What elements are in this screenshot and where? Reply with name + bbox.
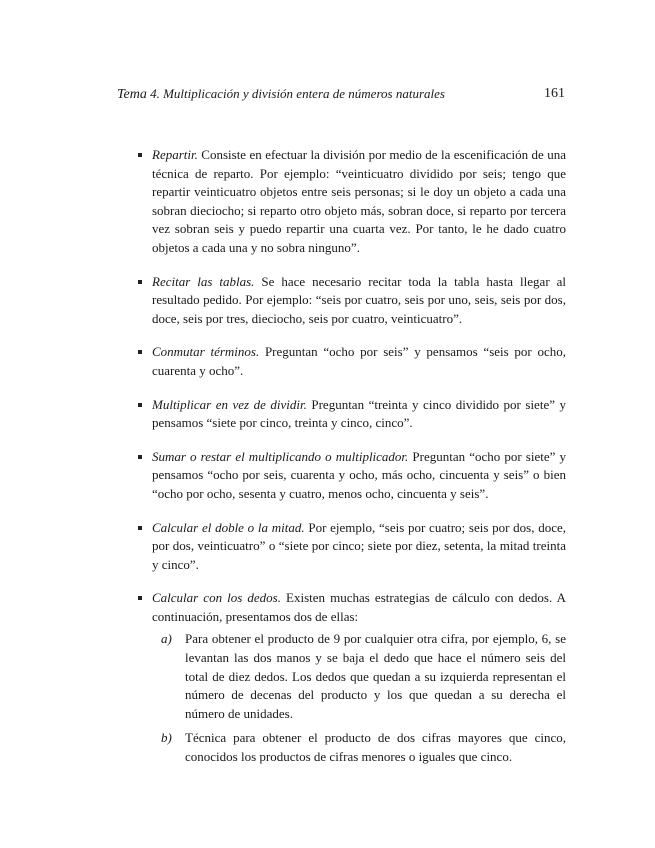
item-term: Recitar las tablas. xyxy=(152,273,255,289)
list-item xyxy=(138,396,566,433)
item-term: Sumar o restar el multiplicando o multiplicador. xyxy=(152,448,409,464)
item-text: Se hace necesario recitar toda la tabla hasta llegar al resultado pedido. Por ejemplo: “seis por cuatro, seis por uno, seis, seis por dos, doce, seis por tres, dieciocho, seis por cuatro, veinticuatro”. xyxy=(152,273,567,326)
list-item xyxy=(138,519,566,575)
bullet-icon xyxy=(138,403,142,407)
sub-list-item xyxy=(161,729,566,766)
bullet-icon xyxy=(138,526,142,530)
chapter-title xyxy=(117,86,445,101)
sub-item-text: Técnica para obtener el producto de dos cifras mayores que cinco, conocidos los productos de cifras menores o iguales que cinco. xyxy=(185,730,566,765)
tema-word: Tema xyxy=(117,87,147,102)
sub-item-label: b) xyxy=(161,730,172,746)
item-text: Preguntan “treinta y cinco dividido por siete” y pensamos “siete por cinco, treinta y cinco, cinco”. xyxy=(152,396,566,431)
sub-item-label: a) xyxy=(161,631,172,647)
item-term: Multiplicar en vez de dividir. xyxy=(152,396,307,412)
sub-list xyxy=(152,630,566,766)
bullet-icon xyxy=(138,455,142,459)
item-term: Repartir. xyxy=(152,147,198,162)
page-number: 161 xyxy=(544,86,565,101)
bullet-icon xyxy=(138,350,142,354)
item-term: Conmutar términos. xyxy=(152,344,260,360)
bullet-icon xyxy=(138,596,142,600)
running-header xyxy=(117,86,565,103)
item-text: Preguntan “ocho por seis” y pensamos “seis por ocho, cuarenta y ocho”. xyxy=(152,344,566,378)
item-text: Existen muchas estrategias de cálculo con dedos. A continuación, presentamos dos de ellas: xyxy=(152,590,566,624)
item-text: Preguntan “ocho por siete” y pensamos “ocho por seis, cuarenta y ocho, más ocho, cincuenta y seis” o bien “ocho por ocho, sesenta y cuatro, menos ocho, cincuenta y seis”. xyxy=(152,448,566,501)
item-term: Calcular con los dedos. xyxy=(152,590,281,606)
list-item xyxy=(138,273,566,329)
item-term: Calcular el doble o la mitad. xyxy=(152,519,305,535)
list-item xyxy=(138,589,566,766)
bullet-icon xyxy=(138,153,142,157)
sub-item-text: Para obtener el producto de 9 por cualquier otra cifra, por ejemplo, 6, se levantan las dos manos y se baja el dedo que hace el número seis del total de diez dedos. Los dedos que quedan a su izquierda representan el número de decenas del producto y los que quedan a su derecha el número de unidades. xyxy=(185,631,566,721)
list-item xyxy=(138,448,566,504)
sub-list-item xyxy=(161,630,566,723)
item-text: Por ejemplo, “seis por cuatro; seis por dos, doce, por dos, veinticuatro” o “siete por cinco; siete por diez, setenta, la mitad treinta y cinco”. xyxy=(152,519,566,572)
list-item xyxy=(138,343,566,380)
bullet-icon xyxy=(138,280,142,284)
list-item xyxy=(138,146,566,258)
item-text: Consiste en efectuar la división por medio de la escenificación de una técnica de reparto. Por ejemplo: “veinticuatro dividido por seis; tengo que repartir veinticuatro objetos entre seis personas; si le doy un objeto a cada una sobran dieciocho; si reparto otro objeto más, sobran doce, si reparto por tercera vez sobran seis y puedo repartir una cuarta vez. Por tanto, le he dado cuatro objetos a cada una y no sobra ninguno”. xyxy=(152,147,566,255)
strategy-list xyxy=(138,146,566,782)
chapter-title-rest: 4. Multiplicación y división entera de números naturales xyxy=(150,86,445,101)
